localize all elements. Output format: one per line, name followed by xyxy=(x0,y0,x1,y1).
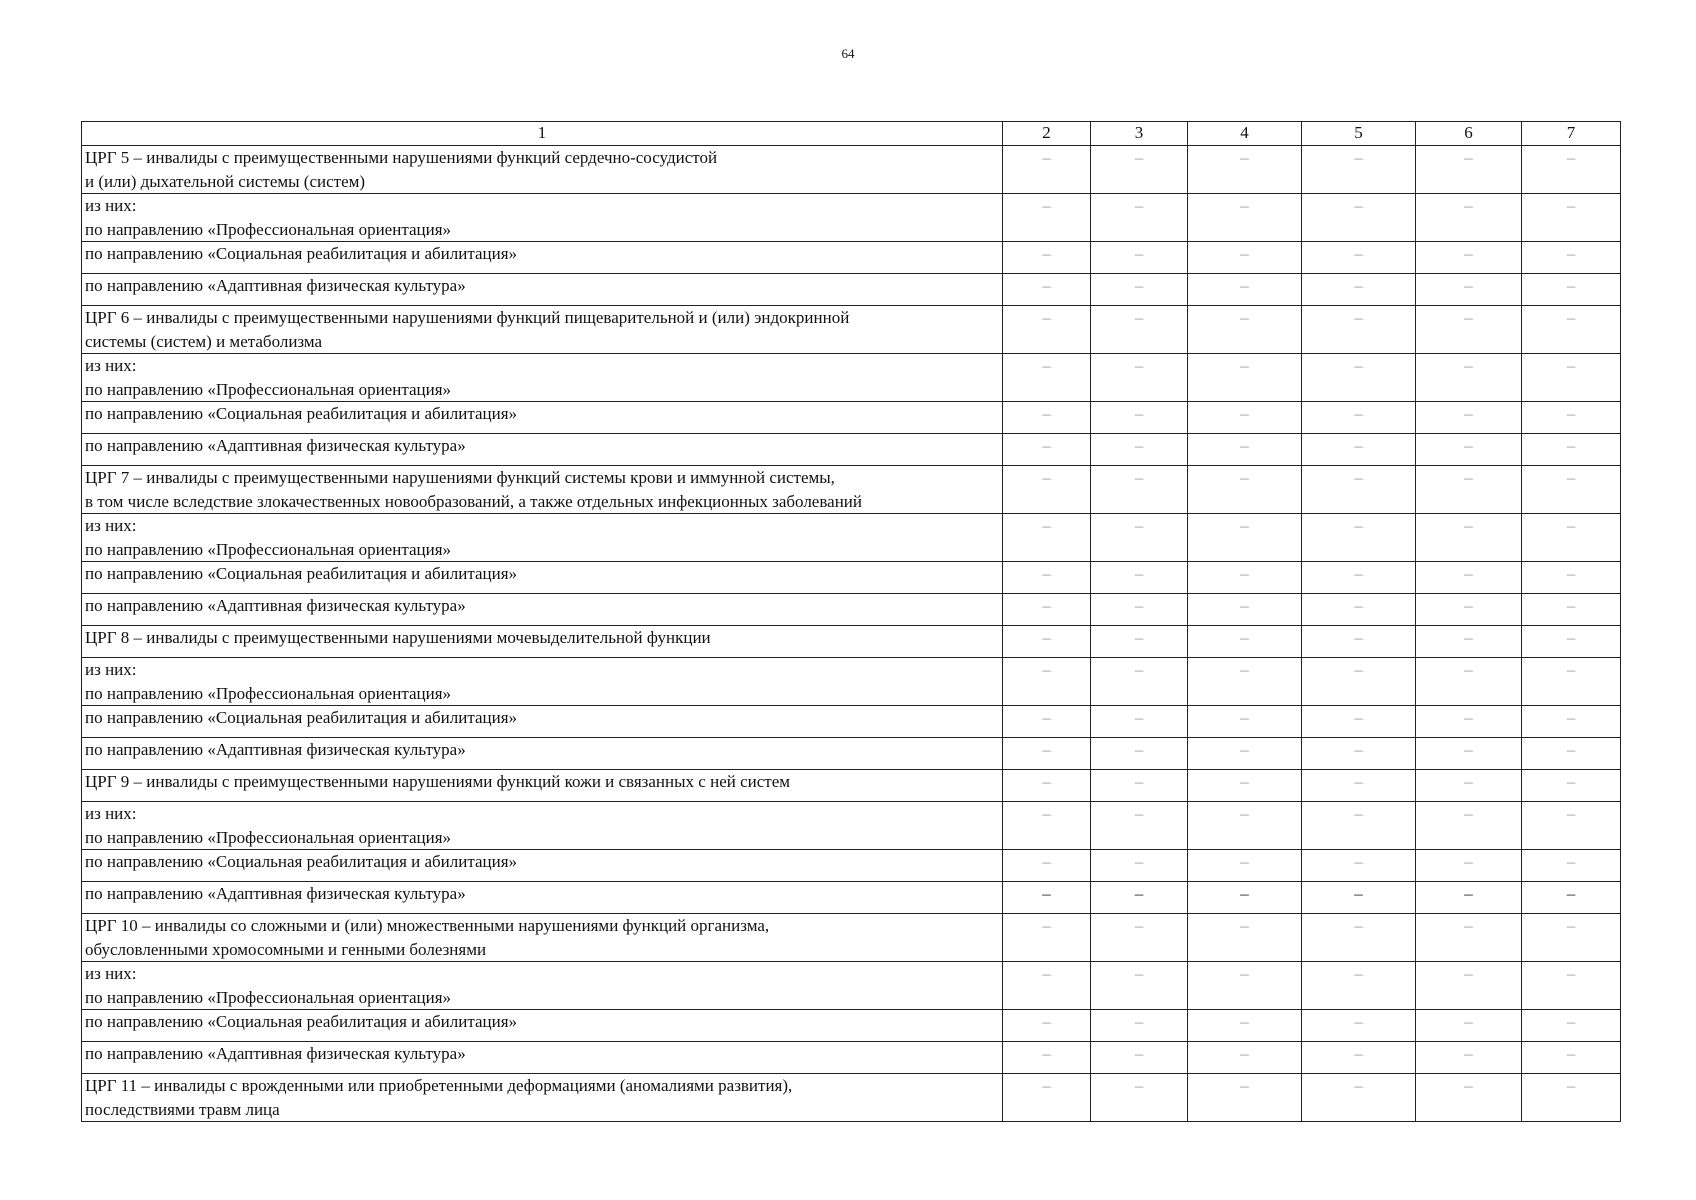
cell-value: – xyxy=(1302,562,1416,594)
column-header: 6 xyxy=(1416,122,1522,146)
cell-value: – xyxy=(1522,1010,1621,1042)
cell-value: – xyxy=(1188,146,1302,194)
cell-value: – xyxy=(1003,850,1091,882)
cell-value: – xyxy=(1091,738,1188,770)
cell-value: – xyxy=(1302,1042,1416,1074)
cell-value: – xyxy=(1302,882,1416,914)
cell-value: – xyxy=(1302,1074,1416,1122)
cell-value: – xyxy=(1188,274,1302,306)
cell-value: – xyxy=(1003,658,1091,706)
cell-value: – xyxy=(1091,626,1188,658)
cell-value: – xyxy=(1091,466,1188,514)
cell-value: – xyxy=(1522,770,1621,802)
row-label: ЦРГ 5 – инвалиды с преимущественными нарушениями функций сердечно-сосудистой и (или) дыхательной системы (систем) xyxy=(82,146,1003,194)
table-row xyxy=(82,962,1621,1010)
table-row xyxy=(82,434,1621,466)
cell-value: – xyxy=(1416,962,1522,1010)
table-row xyxy=(82,194,1621,242)
row-label: по направлению «Адаптивная физическая культура» xyxy=(82,434,1003,466)
cell-value: – xyxy=(1188,850,1302,882)
cell-value: – xyxy=(1522,1074,1621,1122)
cell-value: – xyxy=(1522,962,1621,1010)
table-row xyxy=(82,738,1621,770)
column-header: 7 xyxy=(1522,122,1621,146)
cell-value: – xyxy=(1003,434,1091,466)
cell-value: – xyxy=(1091,1010,1188,1042)
cell-value: – xyxy=(1003,1042,1091,1074)
cell-value: – xyxy=(1416,1042,1522,1074)
cell-value: – xyxy=(1188,658,1302,706)
cell-value: – xyxy=(1302,594,1416,626)
cell-value: – xyxy=(1091,770,1188,802)
cell-value: – xyxy=(1302,306,1416,354)
cell-value: – xyxy=(1416,274,1522,306)
cell-value: – xyxy=(1091,594,1188,626)
cell-value: – xyxy=(1003,466,1091,514)
row-label: ЦРГ 6 – инвалиды с преимущественными нарушениями функций пищеварительной и (или) эндокринной системы (систем) и метаболизма xyxy=(82,306,1003,354)
row-label: по направлению «Адаптивная физическая культура» xyxy=(82,274,1003,306)
cell-value: – xyxy=(1522,514,1621,562)
cell-value: – xyxy=(1003,242,1091,274)
cell-value: – xyxy=(1003,562,1091,594)
cell-value: – xyxy=(1416,466,1522,514)
cell-value: – xyxy=(1416,242,1522,274)
cell-value: – xyxy=(1091,962,1188,1010)
cell-value: – xyxy=(1416,354,1522,402)
cell-value: – xyxy=(1302,802,1416,850)
cell-value: – xyxy=(1188,1042,1302,1074)
row-label: по направлению «Адаптивная физическая культура» xyxy=(82,738,1003,770)
cell-value: – xyxy=(1091,1074,1188,1122)
cell-value: – xyxy=(1003,402,1091,434)
cell-value: – xyxy=(1091,514,1188,562)
cell-value: – xyxy=(1188,306,1302,354)
cell-value: – xyxy=(1091,306,1188,354)
table-row xyxy=(82,626,1621,658)
column-header: 3 xyxy=(1091,122,1188,146)
cell-value: – xyxy=(1416,914,1522,962)
page-number: 64 xyxy=(841,46,855,61)
cell-value: – xyxy=(1091,354,1188,402)
cell-value: – xyxy=(1302,626,1416,658)
cell-value: – xyxy=(1522,466,1621,514)
row-label: по направлению «Адаптивная физическая культура» xyxy=(82,882,1003,914)
cell-value: – xyxy=(1302,514,1416,562)
cell-value: – xyxy=(1188,434,1302,466)
cell-value: – xyxy=(1003,882,1091,914)
cell-value: – xyxy=(1522,274,1621,306)
cell-value: – xyxy=(1416,802,1522,850)
cell-value: – xyxy=(1091,882,1188,914)
cell-value: – xyxy=(1188,354,1302,402)
cell-value: – xyxy=(1003,306,1091,354)
table-row xyxy=(82,146,1621,194)
cell-value: – xyxy=(1522,434,1621,466)
cell-value: – xyxy=(1302,146,1416,194)
cell-value: – xyxy=(1091,402,1188,434)
cell-value: – xyxy=(1188,962,1302,1010)
cell-value: – xyxy=(1188,466,1302,514)
table-row xyxy=(82,562,1621,594)
cell-value: – xyxy=(1003,770,1091,802)
cell-value: – xyxy=(1091,274,1188,306)
cell-value: – xyxy=(1003,194,1091,242)
cell-value: – xyxy=(1416,770,1522,802)
table-row xyxy=(82,802,1621,850)
cell-value: – xyxy=(1522,914,1621,962)
cell-value: – xyxy=(1522,146,1621,194)
cell-value: – xyxy=(1003,274,1091,306)
cell-value: – xyxy=(1091,146,1188,194)
cell-value: – xyxy=(1003,962,1091,1010)
cell-value: – xyxy=(1188,882,1302,914)
table-row xyxy=(82,242,1621,274)
cell-value: – xyxy=(1416,514,1522,562)
cell-value: – xyxy=(1188,706,1302,738)
row-label: ЦРГ 9 – инвалиды с преимущественными нарушениями функций кожи и связанных с ней систем xyxy=(82,770,1003,802)
column-header: 2 xyxy=(1003,122,1091,146)
table-row xyxy=(82,354,1621,402)
cell-value: – xyxy=(1188,914,1302,962)
table-row xyxy=(82,514,1621,562)
cell-value: – xyxy=(1003,802,1091,850)
table-row xyxy=(82,594,1621,626)
cell-value: – xyxy=(1522,242,1621,274)
cell-value: – xyxy=(1091,434,1188,466)
row-label: по направлению «Социальная реабилитация и абилитация» xyxy=(82,1010,1003,1042)
table-row xyxy=(82,466,1621,514)
row-label: из них: по направлению «Профессиональная ориентация» xyxy=(82,514,1003,562)
cell-value: – xyxy=(1188,402,1302,434)
table-row xyxy=(82,1010,1621,1042)
cell-value: – xyxy=(1188,1074,1302,1122)
table-row xyxy=(82,1042,1621,1074)
cell-value: – xyxy=(1522,850,1621,882)
cell-value: – xyxy=(1416,850,1522,882)
table-row xyxy=(82,274,1621,306)
cell-value: – xyxy=(1302,242,1416,274)
row-label: ЦРГ 7 – инвалиды с преимущественными нарушениями функций системы крови и иммунной системы, в том числе вследствие злокачественных новообразований, а также отдельных инфекционных заболеваний xyxy=(82,466,1003,514)
column-header: 4 xyxy=(1188,122,1302,146)
cell-value: – xyxy=(1188,594,1302,626)
cell-value: – xyxy=(1302,738,1416,770)
cell-value: – xyxy=(1188,562,1302,594)
cell-value: – xyxy=(1091,850,1188,882)
cell-value: – xyxy=(1522,594,1621,626)
cell-value: – xyxy=(1416,146,1522,194)
cell-value: – xyxy=(1522,306,1621,354)
cell-value: – xyxy=(1522,626,1621,658)
table-row xyxy=(82,914,1621,962)
table-row xyxy=(82,850,1621,882)
row-label: из них: по направлению «Профессиональная ориентация» xyxy=(82,194,1003,242)
cell-value: – xyxy=(1302,1010,1416,1042)
cell-value: – xyxy=(1416,738,1522,770)
row-label: из них: по направлению «Профессиональная ориентация» xyxy=(82,658,1003,706)
cell-value: – xyxy=(1522,402,1621,434)
cell-value: – xyxy=(1416,706,1522,738)
cell-value: – xyxy=(1188,514,1302,562)
row-label: по направлению «Адаптивная физическая культура» xyxy=(82,1042,1003,1074)
table-row xyxy=(82,402,1621,434)
cell-value: – xyxy=(1003,1074,1091,1122)
cell-value: – xyxy=(1522,1042,1621,1074)
row-label: по направлению «Социальная реабилитация и абилитация» xyxy=(82,242,1003,274)
row-label: из них: по направлению «Профессиональная ориентация» xyxy=(82,354,1003,402)
row-label: из них: по направлению «Профессиональная ориентация» xyxy=(82,802,1003,850)
table-row xyxy=(82,658,1621,706)
cell-value: – xyxy=(1188,626,1302,658)
cell-value: – xyxy=(1003,514,1091,562)
cell-value: – xyxy=(1003,354,1091,402)
cell-value: – xyxy=(1522,706,1621,738)
cell-value: – xyxy=(1003,914,1091,962)
cell-value: – xyxy=(1188,242,1302,274)
cell-value: – xyxy=(1091,194,1188,242)
cell-value: – xyxy=(1302,770,1416,802)
row-label: ЦРГ 8 – инвалиды с преимущественными нарушениями мочевыделительной функции xyxy=(82,626,1003,658)
cell-value: – xyxy=(1302,914,1416,962)
table-header-row xyxy=(82,122,1621,146)
cell-value: – xyxy=(1416,434,1522,466)
table-row xyxy=(82,706,1621,738)
row-label: из них: по направлению «Профессиональная ориентация» xyxy=(82,962,1003,1010)
cell-value: – xyxy=(1522,194,1621,242)
cell-value: – xyxy=(1091,562,1188,594)
cell-value: – xyxy=(1003,146,1091,194)
cell-value: – xyxy=(1522,354,1621,402)
cell-value: – xyxy=(1302,354,1416,402)
cell-value: – xyxy=(1091,658,1188,706)
table-row xyxy=(82,770,1621,802)
cell-value: – xyxy=(1416,194,1522,242)
cell-value: – xyxy=(1188,194,1302,242)
cell-value: – xyxy=(1188,802,1302,850)
row-label: по направлению «Адаптивная физическая культура» xyxy=(82,594,1003,626)
cell-value: – xyxy=(1522,738,1621,770)
report-table xyxy=(81,121,1621,1122)
cell-value: – xyxy=(1302,466,1416,514)
cell-value: – xyxy=(1302,434,1416,466)
cell-value: – xyxy=(1302,962,1416,1010)
cell-value: – xyxy=(1416,1074,1522,1122)
cell-value: – xyxy=(1188,1010,1302,1042)
cell-value: – xyxy=(1091,802,1188,850)
cell-value: – xyxy=(1522,562,1621,594)
cell-value: – xyxy=(1522,658,1621,706)
cell-value: – xyxy=(1416,594,1522,626)
cell-value: – xyxy=(1522,802,1621,850)
cell-value: – xyxy=(1302,658,1416,706)
row-label: ЦРГ 10 – инвалиды со сложными и (или) множественными нарушениями функций организма, обусловленными хромосомными и генными болезнями xyxy=(82,914,1003,962)
table-row xyxy=(82,1074,1621,1122)
cell-value: – xyxy=(1522,882,1621,914)
column-header: 5 xyxy=(1302,122,1416,146)
cell-value: – xyxy=(1003,594,1091,626)
cell-value: – xyxy=(1188,770,1302,802)
cell-value: – xyxy=(1416,882,1522,914)
cell-value: – xyxy=(1416,626,1522,658)
cell-value: – xyxy=(1302,274,1416,306)
row-label: по направлению «Социальная реабилитация и абилитация» xyxy=(82,402,1003,434)
cell-value: – xyxy=(1188,738,1302,770)
cell-value: – xyxy=(1302,194,1416,242)
cell-value: – xyxy=(1416,306,1522,354)
cell-value: – xyxy=(1416,1010,1522,1042)
column-header: 1 xyxy=(82,122,1003,146)
row-label: по направлению «Социальная реабилитация и абилитация» xyxy=(82,706,1003,738)
cell-value: – xyxy=(1416,658,1522,706)
table-row xyxy=(82,306,1621,354)
cell-value: – xyxy=(1091,1042,1188,1074)
cell-value: – xyxy=(1302,706,1416,738)
cell-value: – xyxy=(1091,706,1188,738)
cell-value: – xyxy=(1091,914,1188,962)
cell-value: – xyxy=(1302,850,1416,882)
row-label: по направлению «Социальная реабилитация и абилитация» xyxy=(82,562,1003,594)
cell-value: – xyxy=(1003,738,1091,770)
cell-value: – xyxy=(1091,242,1188,274)
cell-value: – xyxy=(1302,402,1416,434)
row-label: по направлению «Социальная реабилитация и абилитация» xyxy=(82,850,1003,882)
cell-value: – xyxy=(1416,562,1522,594)
cell-value: – xyxy=(1416,402,1522,434)
cell-value: – xyxy=(1003,706,1091,738)
cell-value: – xyxy=(1003,626,1091,658)
row-label: ЦРГ 11 – инвалиды с врожденными или приобретенными деформациями (аномалиями развития), последствиями травм лица xyxy=(82,1074,1003,1122)
table-row xyxy=(82,882,1621,914)
cell-value: – xyxy=(1003,1010,1091,1042)
